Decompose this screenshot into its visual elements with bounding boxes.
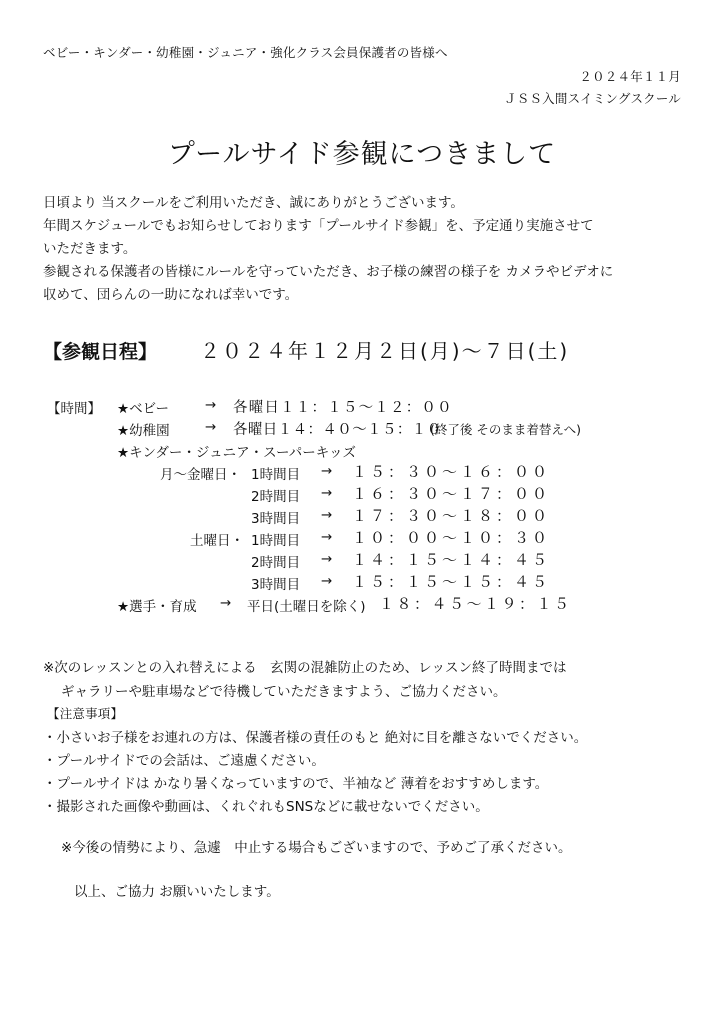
class-athlete-time: １８：４５～１９：１５ [379, 595, 572, 613]
closing-line: 以上、ご協力 お願いいたします。 [74, 884, 280, 900]
schedule-dates: ２０２４年１２月２日(月)～７日(土) [200, 339, 570, 363]
slot-period: 1時間目 [251, 533, 301, 549]
slot-time: １７：３０～１８：００ [352, 507, 551, 525]
intro-paragraph [43, 192, 613, 307]
class-athlete-name: ★選手・育成 [117, 599, 197, 615]
intro-line: 収めて、団らんの一助になれば幸いです。 [43, 287, 299, 303]
class-athlete-note: 平日(土曜日を除く) [247, 599, 366, 615]
weekday-label: 月～金曜日・ [160, 467, 241, 483]
intro-line: 参観される保護者の皆様にルールを守っていただき、お子様の練習の様子を カメラやビデオに [43, 264, 614, 280]
arrow-icon: → [321, 507, 333, 523]
slot-period: 2時間目 [251, 555, 301, 571]
slot-time: １０：００～１０：３０ [352, 529, 551, 547]
class-baby-time: 各曜日１１：１５～１２：００ [233, 400, 453, 416]
sender-name: ＪＳＳ入間スイミングスクール [504, 91, 681, 106]
addressee: ベビー・キンダー・幼稚園・ジュニア・強化クラス会員保護者の皆様へ [43, 45, 448, 60]
class-kinder-time: 各曜日１４：４０～１５：１０ [233, 422, 442, 438]
caution-item: ・小さいお子様をお連れの方は、保護者様の責任のもと 絶対に目を離さないでください。 [43, 730, 588, 746]
notice-line: ギャラリーや駐車場などで待機していただきますよう、ご協力ください。 [61, 684, 507, 700]
caution-item: ・撮影された画像や動画は、くれぐれもSNSなどに載せないでください。 [43, 799, 489, 815]
cautions-heading: 【注意事項】 [47, 706, 124, 721]
saturday-label: 土曜日・ [190, 533, 244, 549]
slot-period: 1時間目 [251, 467, 301, 483]
footer-note: ※今後の情勢により、急遽 中止する場合もございますので、予めご了承ください。 [61, 840, 572, 856]
class-kinder-name: ★幼稚園 [117, 423, 170, 439]
slot-period: 3時間目 [251, 577, 301, 593]
slot-period: 3時間目 [251, 511, 301, 527]
arrow-icon: → [205, 397, 217, 413]
class-junior-heading: ★キンダー・ジュニア・スーパーキッズ [117, 445, 357, 461]
intro-line: 年間スケジュールでもお知らせしております「プールサイド参観」を、予定通り実施させて [43, 218, 594, 234]
class-kinder-note: (終了後 そのまま着替えへ) [430, 422, 581, 437]
slot-time: １５：１５～１５：４５ [352, 573, 551, 591]
arrow-icon: → [321, 529, 333, 545]
intro-line: 日頃より 当スクールをご利用いただき、誠にありがとうございます。 [43, 195, 464, 211]
arrow-icon: → [321, 573, 333, 589]
arrow-icon: → [321, 463, 333, 479]
slot-time: １４：１５～１４：４５ [352, 551, 551, 569]
slot-time: １６：３０～１７：００ [352, 485, 551, 503]
slot-time: １５：３０～１６：００ [352, 463, 551, 481]
slot-period: 2時間目 [251, 489, 301, 505]
caution-item: ・プールサイドは かなり暑くなっていますので、半袖など 薄着をおすすめします。 [43, 776, 549, 792]
schedule-label: 【参観日程】 [43, 341, 158, 363]
arrow-icon: → [321, 485, 333, 501]
times-label: 【時間】 [47, 401, 101, 417]
arrow-icon: → [321, 551, 333, 567]
notice-line: ※次のレッスンとの入れ替えによる 玄関の混雑防止のため、レッスン終了時間までは [43, 660, 567, 676]
caution-item: ・プールサイドでの会話は、ご遠慮ください。 [43, 753, 325, 769]
issue-date: ２０２４年１１月 [579, 69, 681, 84]
arrow-icon: → [205, 419, 217, 435]
class-baby-name: ★ベビー [117, 401, 170, 417]
arrow-icon: → [220, 595, 232, 611]
intro-line: いただきます。 [43, 241, 137, 257]
page-title: プールサイド参観につきまして [167, 139, 557, 170]
